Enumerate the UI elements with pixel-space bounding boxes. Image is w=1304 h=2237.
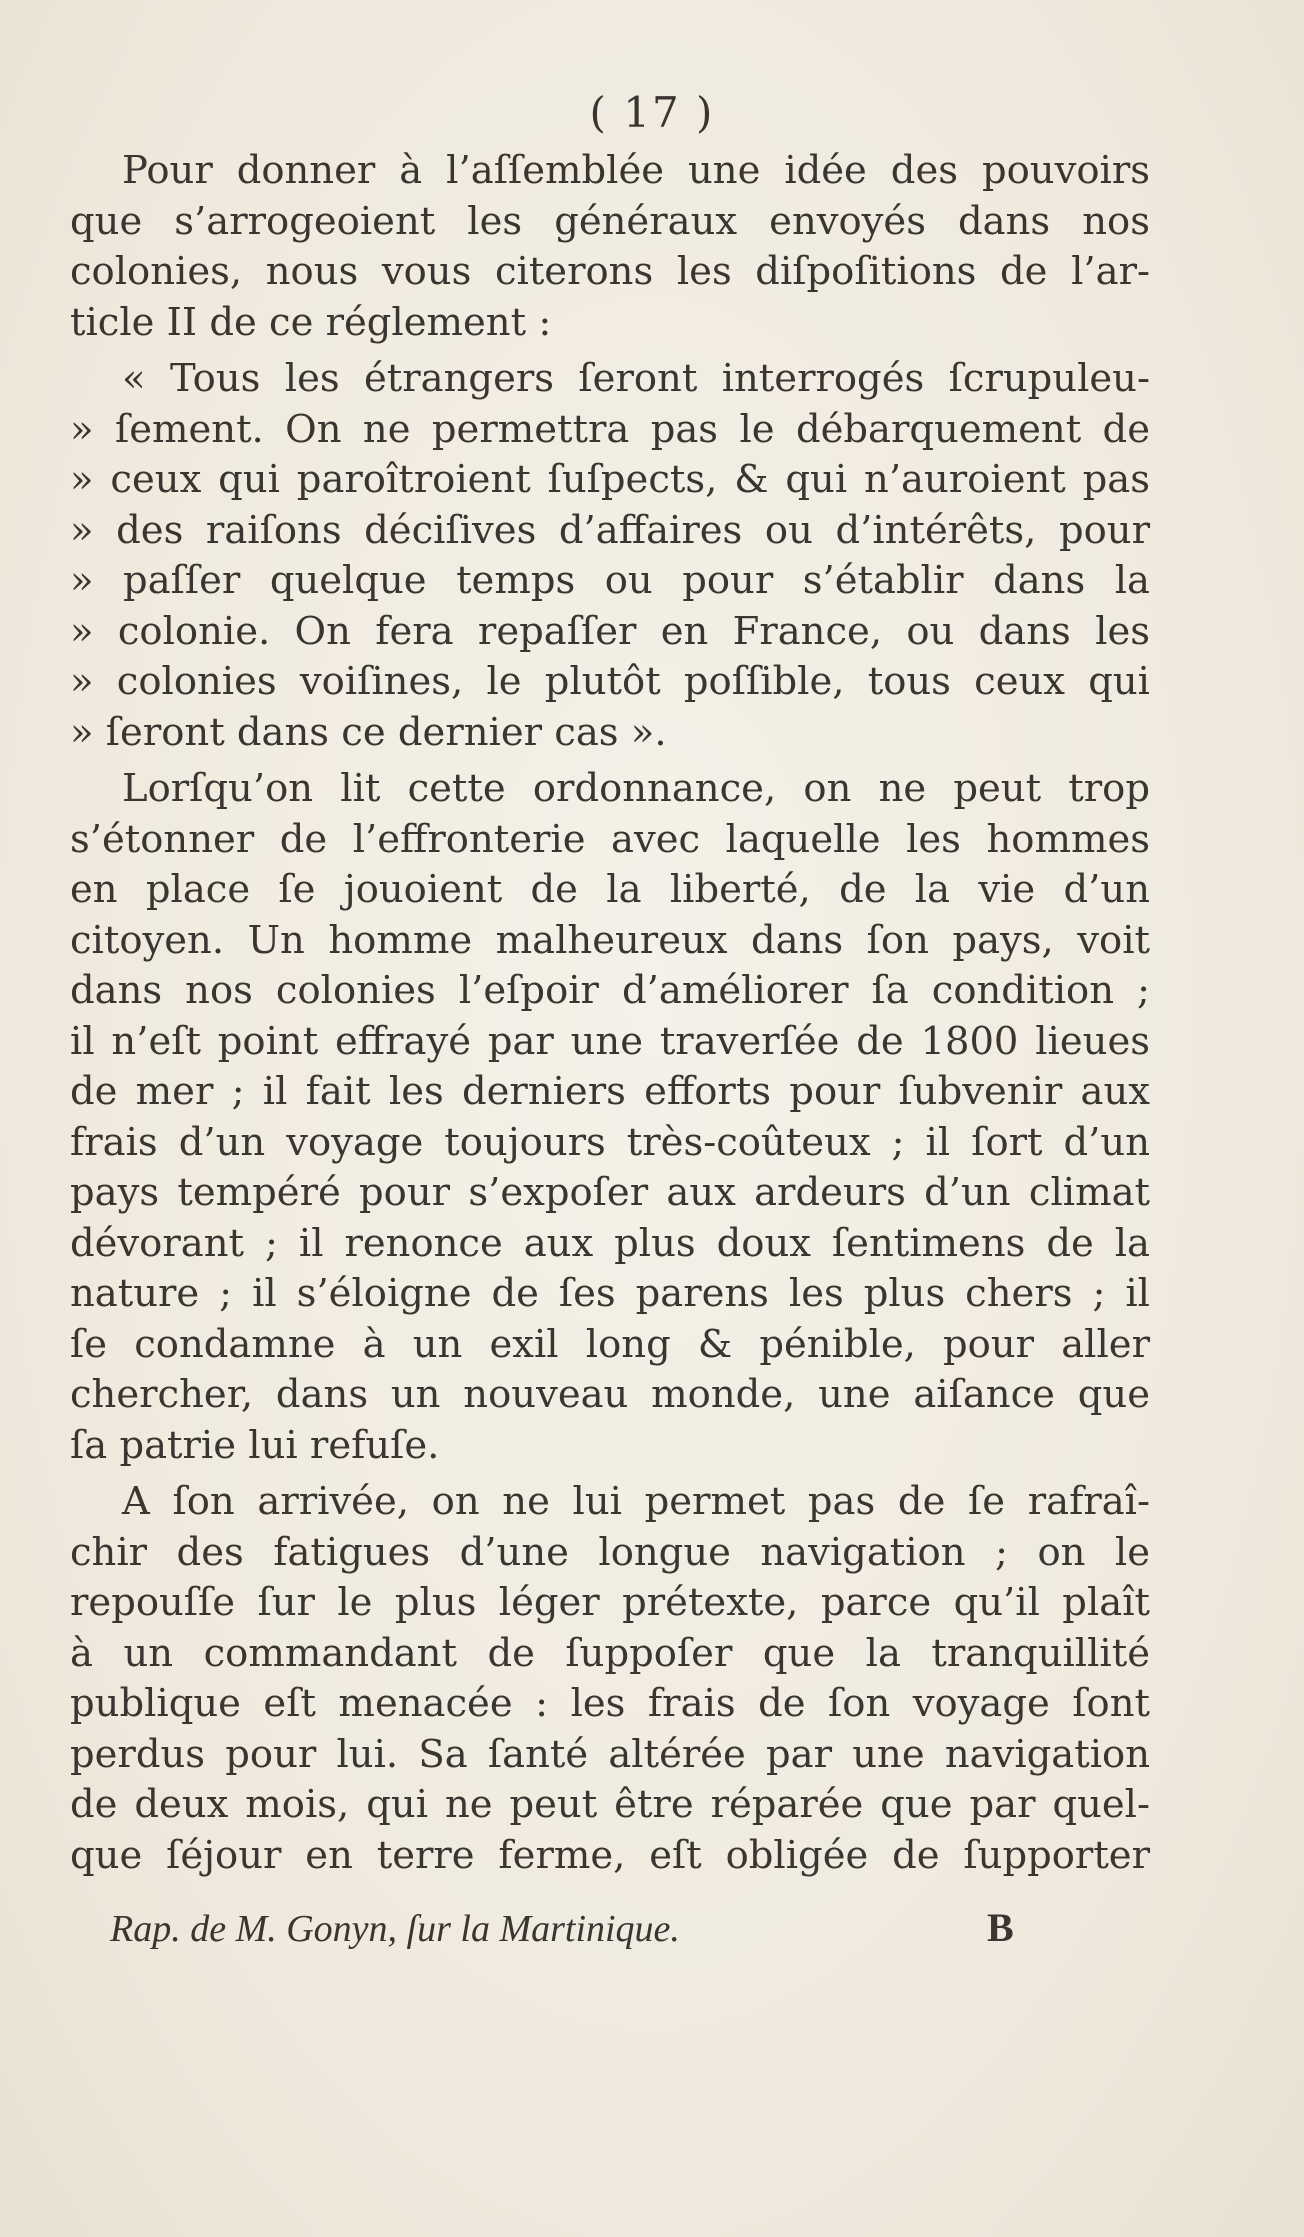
- text-line: » ſeront dans ce dernier cas ».: [70, 709, 667, 755]
- text-line: dévorant ; il renonce aux plus doux ſentimens de la: [70, 1220, 1150, 1266]
- text-line: Pour donner à l’aſſemblée une idée des pouvoirs: [122, 148, 1150, 193]
- text-line: frais d’un voyage toujours très-coûteux ; il ſort d’un: [70, 1119, 1150, 1165]
- text-line: citoyen. Un homme malheureux dans ſon pays, voit: [70, 917, 1150, 963]
- text-line: en place ſe jouoient de la liberté, de la vie d’un: [70, 867, 1150, 912]
- body-text: [70, 146, 1150, 1881]
- paragraph: [70, 1477, 1150, 1881]
- text-line: colonies, nous vous citerons les diſpoſitions de l’ar-: [70, 249, 1150, 294]
- text-line: A ſon arrivée, on ne lui permet pas de ſe rafraî-: [122, 1479, 1150, 1524]
- text-line: ticle II de ce réglement :: [70, 299, 552, 345]
- text-line: » colonie. On fera repaſſer en France, ou dans les: [70, 608, 1150, 654]
- text-line: pays tempéré pour s’expoſer aux ardeurs d’un climat: [70, 1170, 1150, 1215]
- text-line: dans nos colonies l’eſpoir d’améliorer ſa condition ;: [70, 968, 1150, 1013]
- text-line: Lorſqu’on lit cette ordonnance, on ne peut trop: [122, 766, 1150, 811]
- paragraph: [70, 764, 1150, 1471]
- text-line: » ſement. On ne permettra pas le débarquement de: [70, 406, 1150, 452]
- quoted-article: [70, 354, 1150, 758]
- text-line: repouſſe ſur le plus léger prétexte, parce qu’il plaît: [70, 1580, 1150, 1625]
- text-line: » paſſer quelque temps ou pour s’établir dans la: [70, 558, 1150, 603]
- text-line: ſa patrie lui refuſe.: [70, 1422, 440, 1468]
- text-line: nature ; il s’éloigne de ſes parens les plus chers ; il: [70, 1271, 1150, 1316]
- text-line: » ceux qui paroîtroient ſuſpects, & qui n’auroient pas: [70, 457, 1150, 502]
- running-footer: Rap. de M. Gonyn, ſur la Martinique.: [110, 1908, 680, 1950]
- text-line: il n’eſt point effrayé par une traverſée de 1800 lieues: [70, 1018, 1150, 1064]
- paragraph: [70, 146, 1150, 348]
- text-line: s’étonner de l’effronterie avec laquelle les hommes: [70, 816, 1150, 862]
- text-line: de mer ; il fait les derniers efforts pour ſubvenir aux: [70, 1069, 1150, 1114]
- text-line: » colonies voiſines, le plutôt poſſible, tous ceux qui: [70, 659, 1150, 704]
- text-line: perdus pour lui. Sa ſanté altérée par une navigation: [70, 1731, 1150, 1777]
- text-line: « Tous les étrangers ſeront interrogés ſcrupuleu-: [122, 356, 1150, 401]
- page-number: ( 17 ): [589, 88, 715, 137]
- text-line: de deux mois, qui ne peut être réparée que par quel-: [70, 1782, 1150, 1827]
- text-line: que ſéjour en terre ferme, eſt obligée de ſupporter: [70, 1832, 1150, 1878]
- text-line: ſe condamne à un exil long & pénible, pour aller: [70, 1321, 1150, 1367]
- text-line: à un commandant de ſuppoſer que la tranquillité: [70, 1630, 1150, 1676]
- text-line: chercher, dans un nouveau monde, une aiſance que: [70, 1372, 1150, 1417]
- text-line: que s’arrogeoient les généraux envoyés dans nos: [70, 198, 1150, 244]
- text-line: » des raiſons déciſives d’affaires ou d’intérêts, pour: [70, 507, 1150, 553]
- text-line: chir des fatigues d’une longue navigation ; on le: [70, 1529, 1150, 1575]
- signature-mark: B: [987, 1905, 1014, 1950]
- text-line: publique eſt menacée : les frais de ſon voyage ſont: [70, 1681, 1150, 1726]
